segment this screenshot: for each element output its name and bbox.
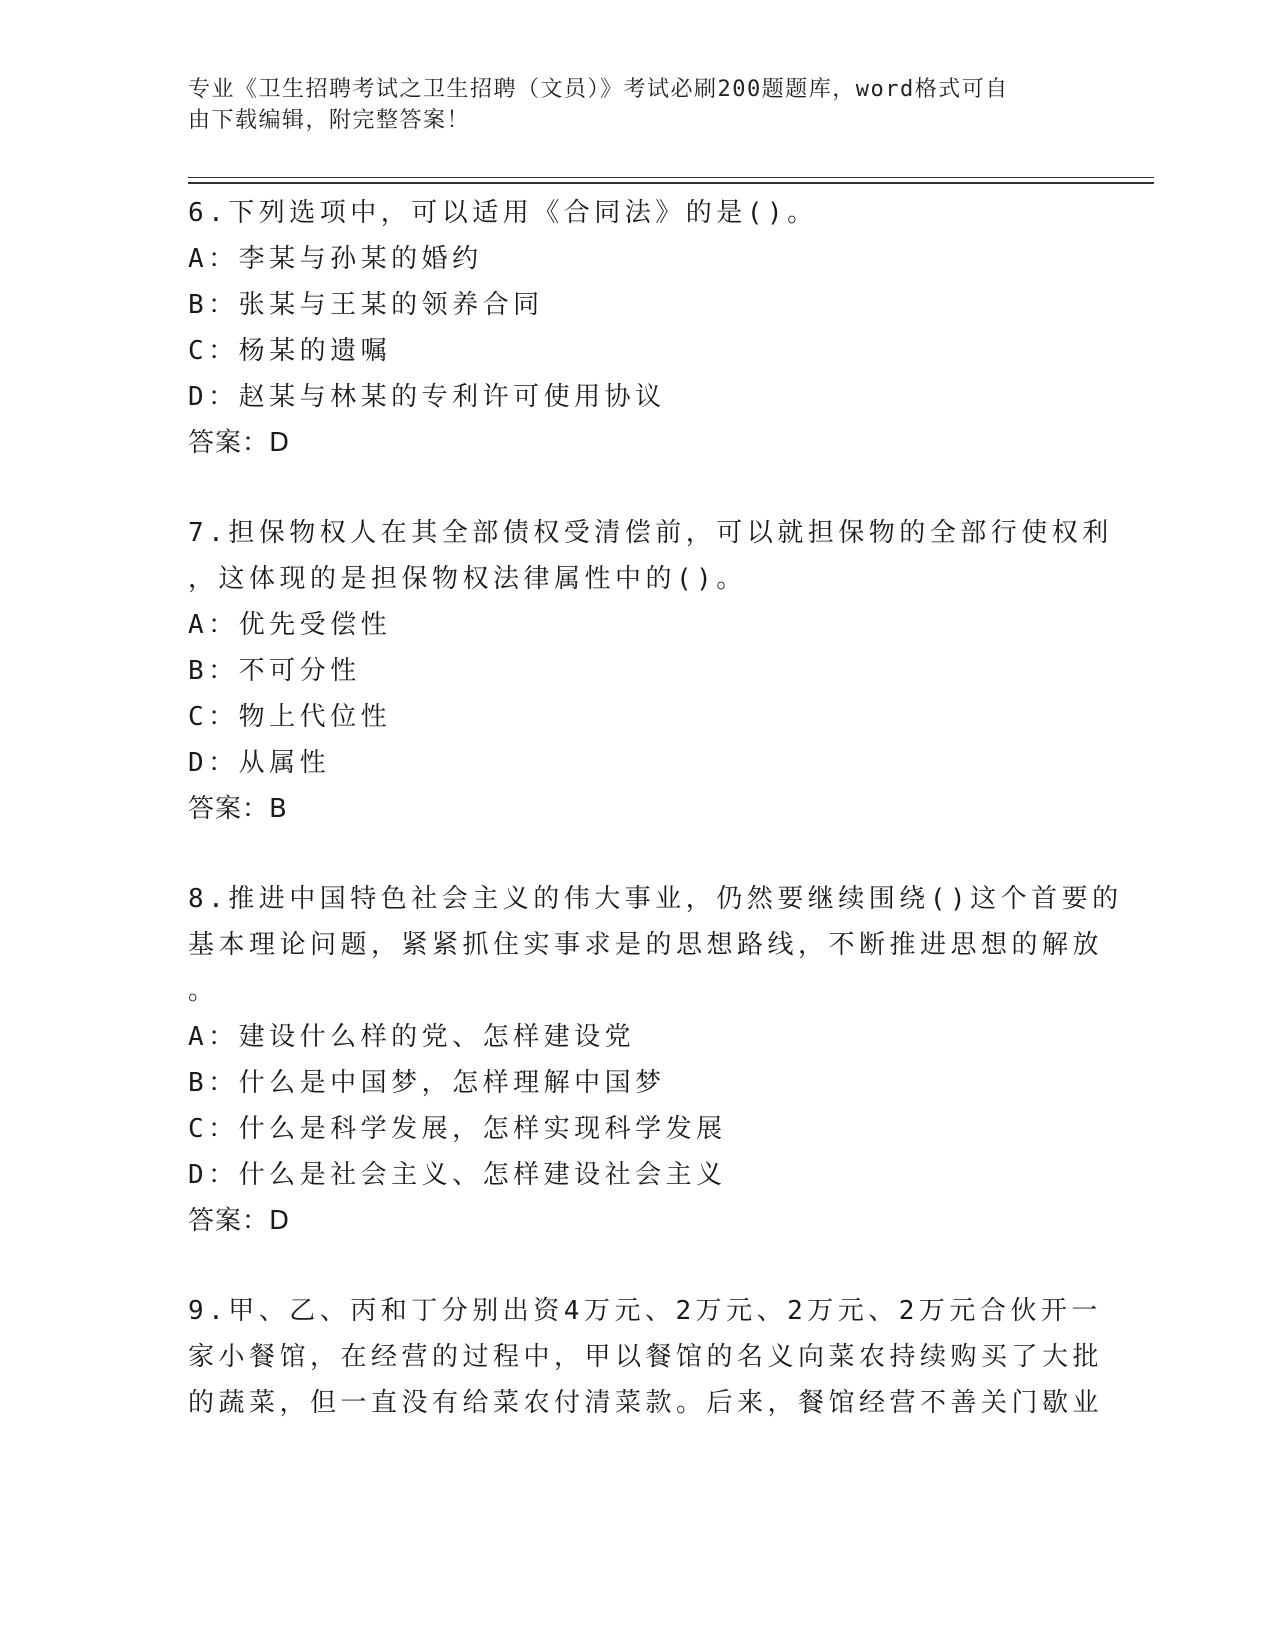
question-text: 7.担保物权人在其全部债权受清偿前，可以就担保物的全部行使权利 bbox=[188, 518, 1113, 548]
option-b: B：不可分性 bbox=[188, 656, 361, 686]
option-c: C：什么是科学发展，怎样实现科学发展 bbox=[188, 1114, 727, 1144]
answer-label: 答案：B bbox=[188, 794, 288, 824]
question-text: 。 bbox=[188, 976, 219, 1006]
question-spacer bbox=[188, 466, 1068, 510]
question-7 bbox=[188, 510, 1113, 832]
option-d: D：什么是社会主义、怎样建设社会主义 bbox=[188, 1160, 727, 1190]
question-text: 家小餐馆，在经营的过程中，甲以餐馆的名义向菜农持续购买了大批 bbox=[188, 1342, 1104, 1372]
option-c: C：杨某的遗嘱 bbox=[188, 336, 392, 366]
question-spacer bbox=[188, 1244, 1068, 1288]
question-spacer bbox=[188, 832, 1068, 876]
question-9 bbox=[188, 1288, 1104, 1426]
option-d: D：从属性 bbox=[188, 748, 331, 778]
question-text: 6.下列选项中，可以适用《合同法》的是()。 bbox=[188, 198, 818, 228]
header-line-1: 专业《卫生招聘考试之卫生招聘（文员）》考试必刷200题题库，word格式可自 bbox=[188, 77, 1009, 102]
header-divider-thick bbox=[188, 182, 1154, 184]
answer-label: 答案：D bbox=[188, 1206, 291, 1236]
option-a: A：优先受偿性 bbox=[188, 610, 392, 640]
option-a: A：建设什么样的党、怎样建设党 bbox=[188, 1022, 636, 1052]
option-c: C：物上代位性 bbox=[188, 702, 392, 732]
document-header bbox=[188, 74, 1068, 136]
question-list bbox=[188, 190, 1123, 1426]
header-divider-thin bbox=[188, 177, 1154, 178]
question-8 bbox=[188, 876, 1123, 1244]
question-text: 基本理论问题，紧紧抓住实事求是的思想路线，不断推进思想的解放 bbox=[188, 930, 1104, 960]
question-text: 8.推进中国特色社会主义的伟大事业，仍然要继续围绕()这个首要的 bbox=[188, 884, 1123, 914]
question-6 bbox=[188, 190, 1068, 466]
question-text: 的蔬菜，但一直没有给菜农付清菜款。后来，餐馆经营不善关门歇业 bbox=[188, 1388, 1104, 1418]
question-text: 9.甲、乙、丙和丁分别出资4万元、2万元、2万元、2万元合伙开一 bbox=[188, 1296, 1102, 1326]
answer-label: 答案：D bbox=[188, 428, 291, 458]
option-d: D：赵某与林某的专利许可使用协议 bbox=[188, 382, 666, 412]
option-b: B：什么是中国梦，怎样理解中国梦 bbox=[188, 1068, 666, 1098]
header-line-2: 由下载编辑，附完整答案！ bbox=[188, 108, 471, 133]
question-text: ，这体现的是担保物权法律属性中的()。 bbox=[188, 564, 747, 594]
option-a: A：李某与孙某的婚约 bbox=[188, 244, 483, 274]
option-b: B：张某与王某的领养合同 bbox=[188, 290, 544, 320]
